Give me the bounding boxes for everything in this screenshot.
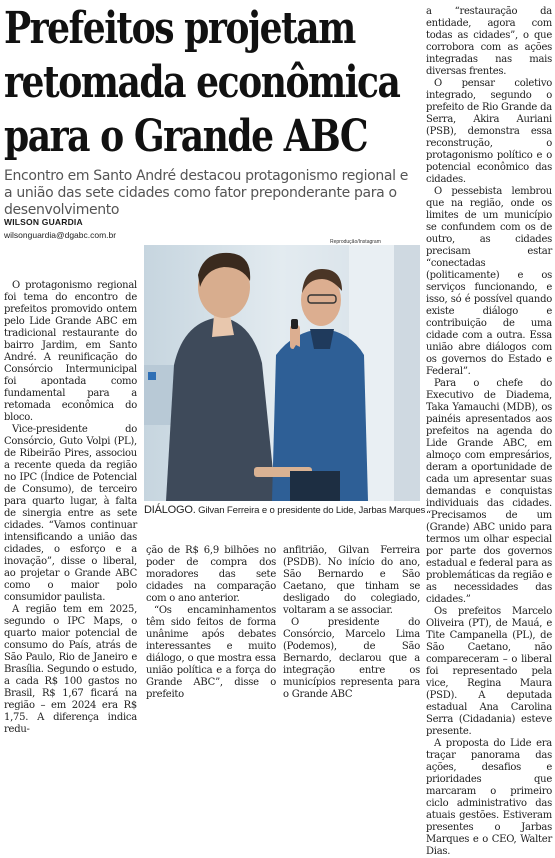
paragraph: O pensar coletivo integrado, segundo o prefeito de Rio Grande da Serra, Akira Auriani (PSB), demonstra essa reconstrução, o protagonismo político e o potencial econômico das cidades. — [426, 78, 552, 185]
photo-caption — [144, 504, 426, 516]
author-email: wilsonguardia@dgabc.com.br — [4, 230, 117, 240]
paragraph: a “restauração da entidade, agora com todas as cidades”, o que corrobora com as ações integradas nas mais diversas frentes. — [426, 6, 552, 77]
paragraph: Vice-presidente do Consórcio, Guto Volpi (PL), de Ribeirão Pires, associou a recente queda da região no IPC (Índice de Potencial de Consumo), de terceiro para quarto lugar, à falta de sinergia entre as sete cidades. “Vamos continuar intensificando a união das cidades, o esforço e a inovação”, disse o liberal, ao projetar o Grande ABC como o maior polo consumidor paulista. — [4, 424, 137, 603]
paragraph: O presidente do Consórcio, Marcelo Lima (Podemos), de São Bernardo, declarou que a integração entre os municípios representa para o Grande ABC — [283, 617, 420, 700]
paragraph: O protagonismo regional foi tema do encontro de prefeitos promovido ontem pelo Lide Grande ABC em tradicional restaurante do bairro Jardim, em Santo André. A reunificação do Consórcio Intermunicipal foi apontada como fundamental para a retomada econômica do bloco. — [4, 280, 137, 423]
paragraph: ção de R$ 6,9 bilhões no poder de compra dos moradores das sete cidades na comparação com o ano anterior. — [146, 545, 276, 604]
paragraph: Para o chefe do Executivo de Diadema, Taka Yamauchi (MDB), os painéis apresentados aos prefeitos na agenda do Lide Grande ABC, em almoço com empresários, deram a oportunidade de cada um apresentar suas demandas e conquistas individuais das cidades. “Precisamos de um (Grande) ABC unido para termos um olhar especial por parte dos governos estadual e federal para as problemáticas da região e as necessidades das cidades.” — [426, 378, 552, 605]
caption-lead: DIÁLOGO. — [144, 504, 196, 516]
paragraph: A proposta do Lide era traçar panorama das ações, desafios e prioridades que marcaram o primeiro ciclo administrativo das atuais gestões. Estiveram presentes o Jarbas Marques e o CEO, Walter Dias. — [426, 738, 552, 857]
subheadline: Encontro em Santo André destacou protagonismo regional e a união das sete cidades como fator preponderante para o desenvolvimento — [4, 168, 408, 218]
article-column-1 — [4, 280, 137, 736]
headline — [4, 2, 418, 164]
article-column-4 — [426, 6, 552, 858]
headline-line-3: para o Grande ABC — [4, 111, 368, 162]
article-column-3 — [283, 545, 420, 701]
paragraph: anfitrião, Gilvan Ferreira (PSDB). No início do ano, São Bernardo e São Caetano, que tinham se desligado do colegiado, voltaram a se associar. — [283, 545, 420, 616]
headline-line-1: Prefeitos projetam — [4, 3, 355, 54]
paragraph: A região tem em 2025, segundo o IPC Maps, o quarto maior potencial de consumo do País, atrás de São Paulo, Rio de Janeiro e Brasília. Segundo o estudo, a cada R$ 100 gastos no Brasil, R$ 1,67 ficará na região – em 2024 era R$ 1,75. A diferença indica redu- — [4, 604, 137, 735]
byline: WILSON GUARDIA — [4, 217, 83, 227]
article-photo — [144, 245, 420, 501]
paragraph: Os prefeitos Marcelo Oliveira (PT), de Mauá, e Tite Campanella (PL), de São Caetano, não compareceram – o liberal foi representado pela vice, Regina Maura (PSD). A deputada estadual Ana Carolina Serra (Cidadania) esteve presente. — [426, 606, 552, 737]
photo-illustration — [144, 245, 420, 501]
headline-line-2: retomada econômica — [4, 57, 400, 108]
paragraph: O pessebista lembrou que na região, onde os limites de um município se confundem com os de outro, as cidades precisam estar “conectadas (politicamente) e os serviços funcionando, e isso, só é possível quando existe diálogo e contribuição de uma cidade com a outra. Essa união abre diálogos com os governos do Estado e Federal”. — [426, 186, 552, 377]
photo-credit: Reprodução/Instagram — [330, 239, 381, 245]
article-column-2 — [146, 545, 276, 701]
caption-text: Gilvan Ferreira e o presidente do Lide, Jarbas Marques — [195, 505, 426, 516]
paragraph: “Os encaminhamentos têm sido feitos de forma unânime após debates interessantes e muito diálogo, o que mostra essa união política e a força do Grande ABC”, disse o prefeito — [146, 605, 276, 700]
